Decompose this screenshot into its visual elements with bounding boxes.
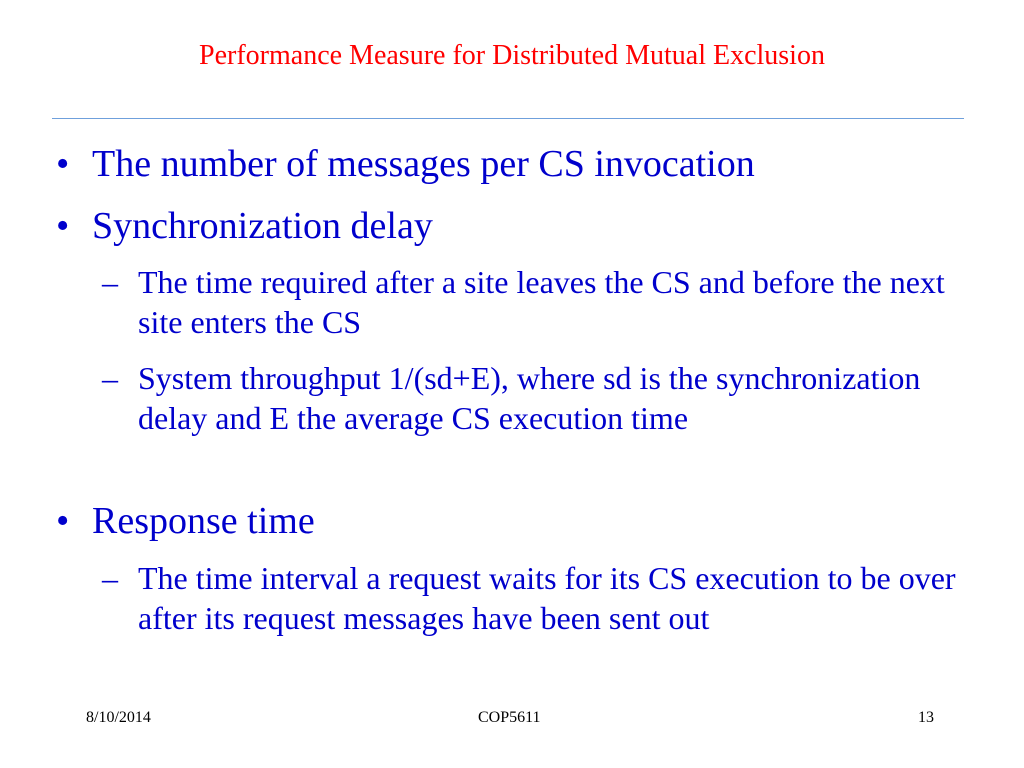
footer-date: 8/10/2014 [86, 709, 151, 726]
dash-icon: – [102, 560, 118, 596]
sub-bullet-text: System throughput 1/(sd+E), where sd is the synchronization delay and E the average CS execution time [138, 360, 921, 436]
sub-bullet-text: The time interval a request waits for its CS execution to be over after its request messages have been sent out [138, 560, 956, 636]
footer-course: COP5611 [478, 709, 541, 726]
bullet-icon: • [56, 205, 70, 247]
bullet-icon: • [56, 500, 70, 542]
footer-page-number: 13 [918, 709, 934, 726]
sub-bullet-text: The time required after a site leaves the CS and before the next site enters the CS [138, 264, 945, 340]
bullet-text: Response time [92, 500, 315, 542]
bullet-icon: • [56, 143, 70, 185]
slide-title: Performance Measure for Distributed Mutual Exclusion [199, 40, 825, 71]
bullet-text: Synchronization delay [92, 205, 433, 247]
dash-icon: – [102, 360, 118, 396]
dash-icon: – [102, 264, 118, 300]
bullet-text: The number of messages per CS invocation [92, 143, 755, 185]
